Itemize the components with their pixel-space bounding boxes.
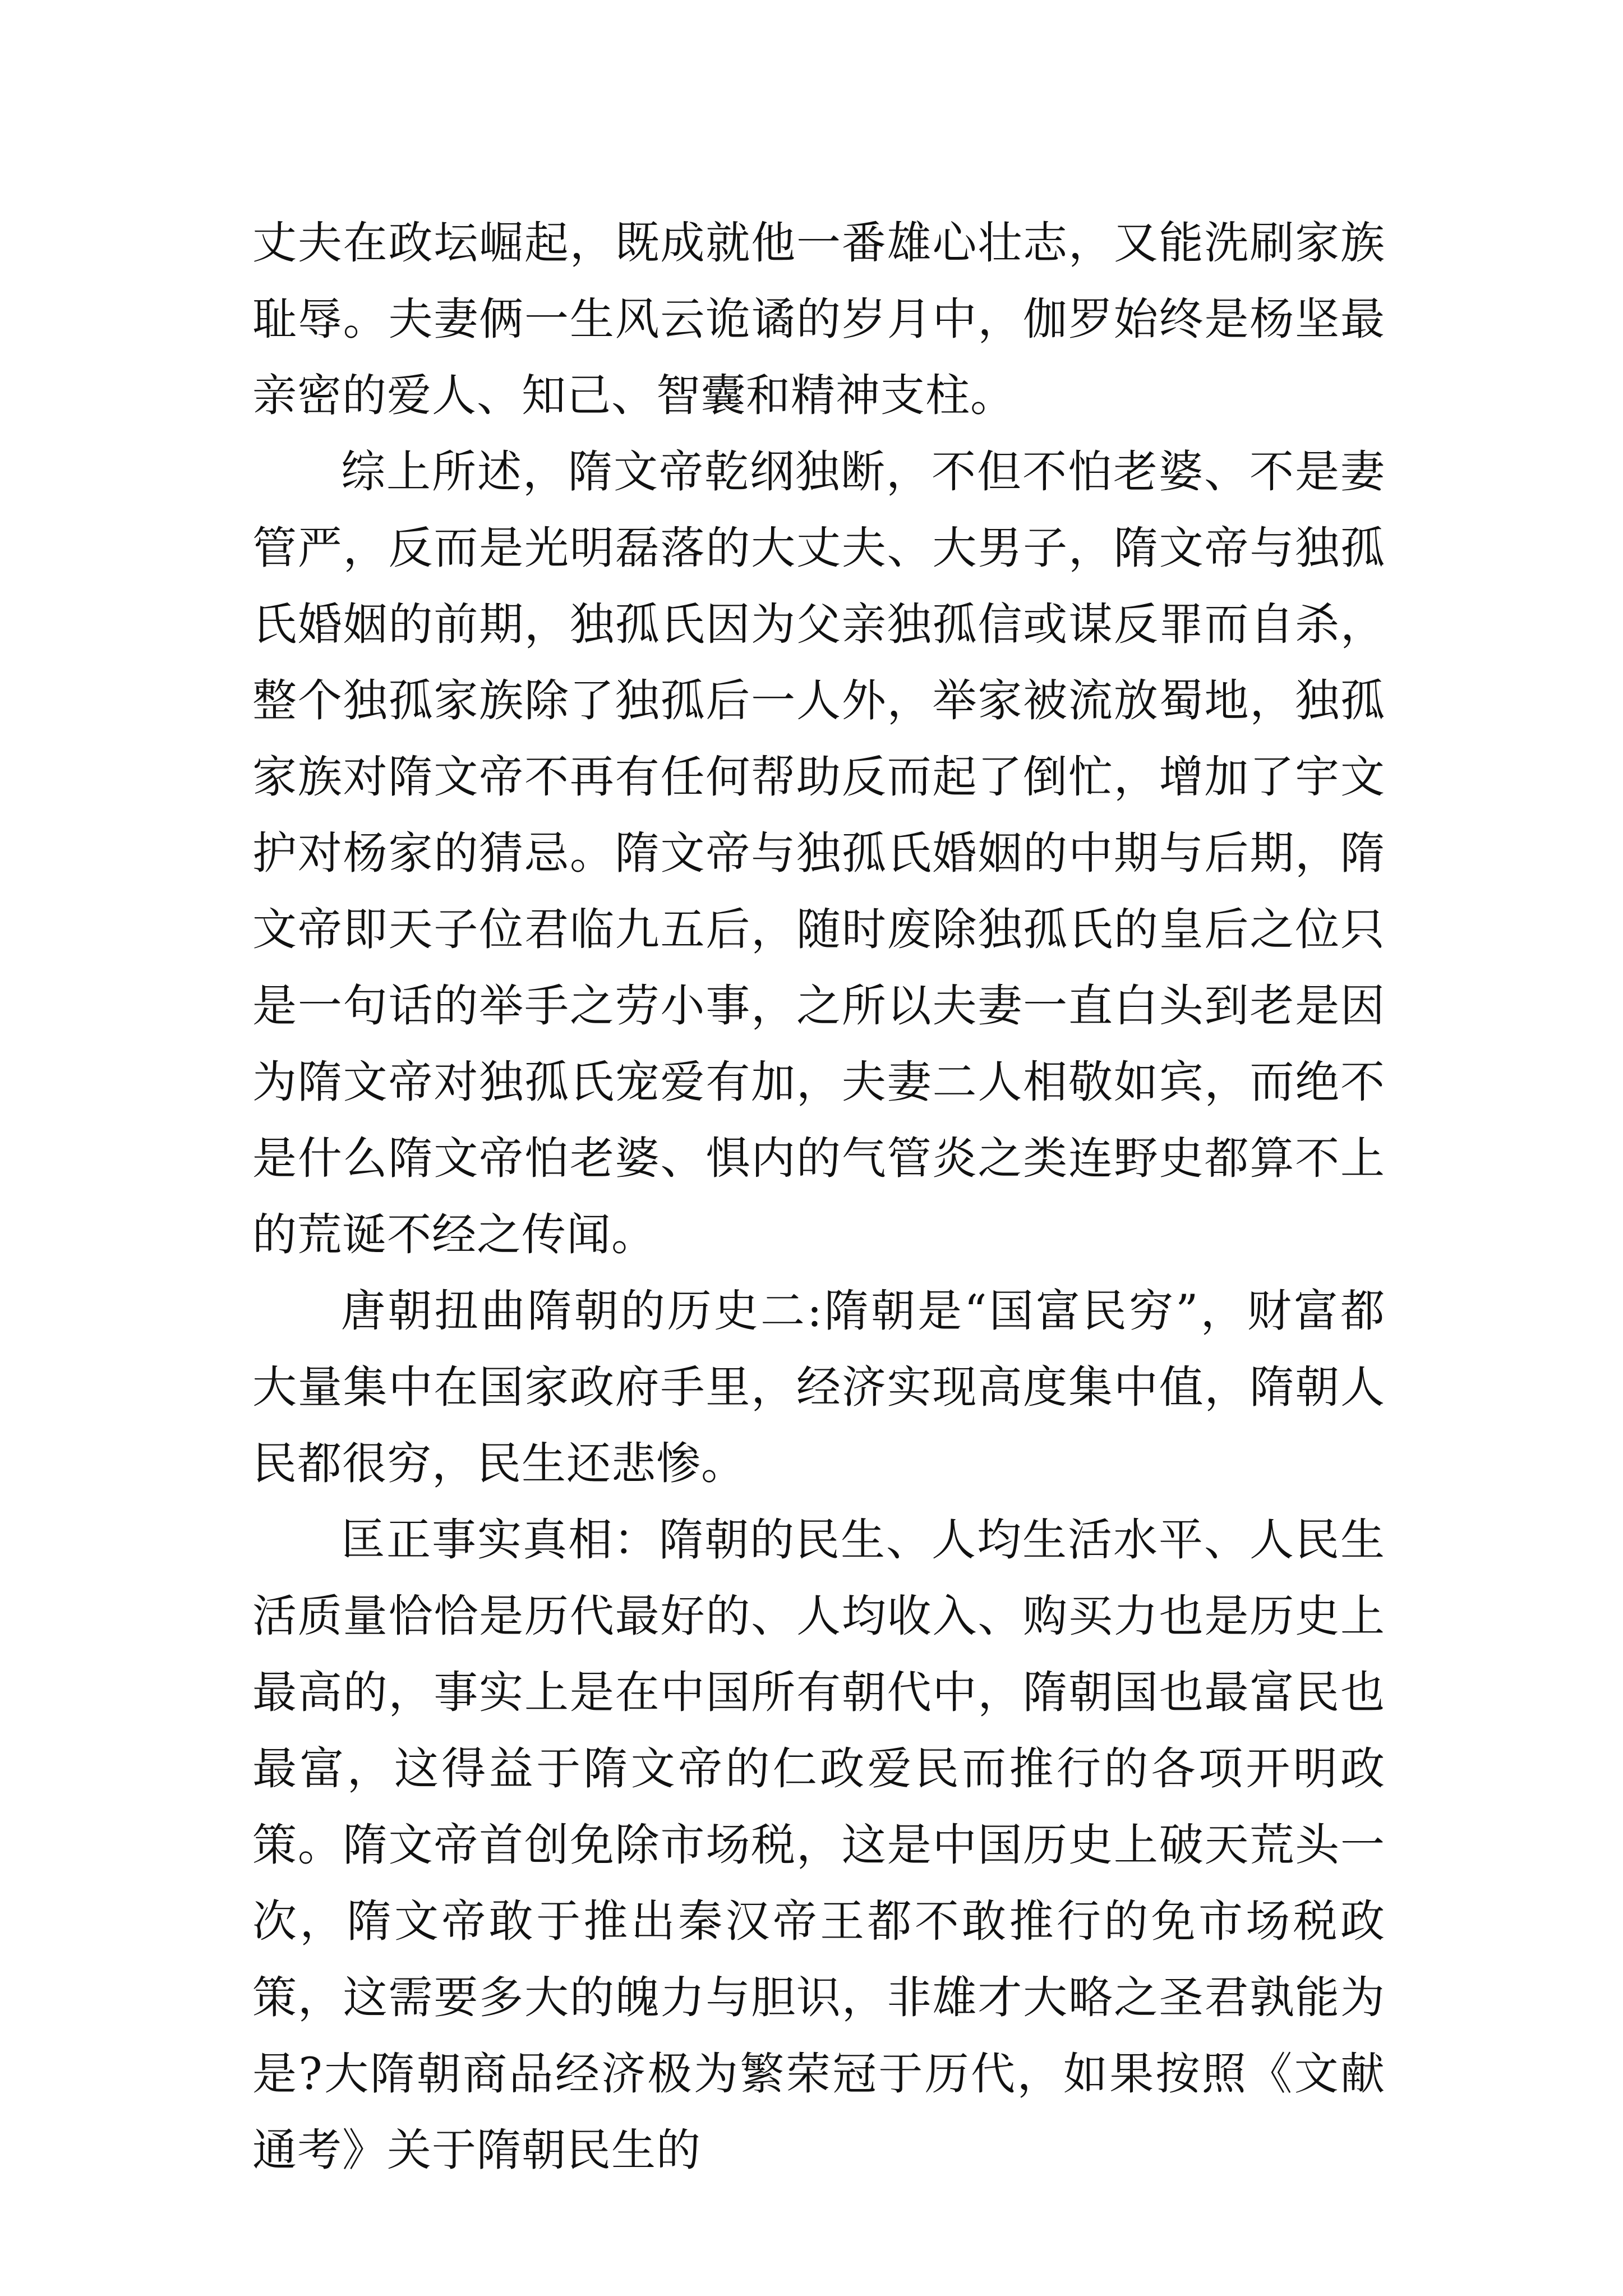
paragraph-continuation: 丈夫在政坛崛起，既成就他一番雄心壮志，又能洗刷家族耻辱。夫妻俩一生风云诡谲的岁月中，伽罗始终是杨坚最亲密的爱人、知己、智囊和精神支柱。: [252, 217, 1385, 421]
paragraph-summary: 综上所述，隋文帝乾纲独断，不但不怕老婆、不是妻管严，反而是光明磊落的大丈夫、大男子，隋文帝与独孤氏婚姻的前期，独孤氏因为父亲独孤信或谋反罪而自杀，整个独孤家族除了独孤后一人外，举家被流放蜀地，独孤家族对隋文帝不再有任何帮助反而起了倒忙，增加了宇文护对杨家的猜忌。隋文帝与独孤氏婚姻的中期与后期，隋文帝即天子位君临九五后，随时废除独孤氏的皇后之位只是一句话的举手之劳小事，之所以夫妻一直白头到老是因为隋文帝对独孤氏宠爱有加，夫妻二人相敬如宾，而绝不是什么隋文帝怕老婆、惧内的气管炎之类连野史都算不上的荒诞不经之传闻。: [252, 446, 1385, 1260]
paragraph-distortion-two: 唐朝扭曲隋朝的历史二:隋朝是“国富民穷”，财富都大量集中在国家政府手里，经济实现高度集中值，隋朝人民都很穷，民生还悲惨。: [252, 1285, 1386, 1489]
body-text: [252, 205, 1385, 2188]
paragraph-correction: 匡正事实真相：隋朝的民生、人均生活水平、人民生活质量恰恰是历代最好的、人均收入、购买力也是历史上最高的，事实上是在中国所有朝代中，隋朝国也最富民也最富，这得益于隋文帝的仁政爱民而推行的各项开明政策。隋文帝首创免除市场税，这是中国历史上破天荒头一次，隋文帝敢于推出秦汉帝王都不敢推行的免市场税政策，这需要多大的魄力与胆识，非雄才大略之圣君孰能为是?大隋朝商品经济极为繁荣冠于历代，如果按照《文献通考》关于隋朝民生的: [252, 1514, 1385, 2176]
